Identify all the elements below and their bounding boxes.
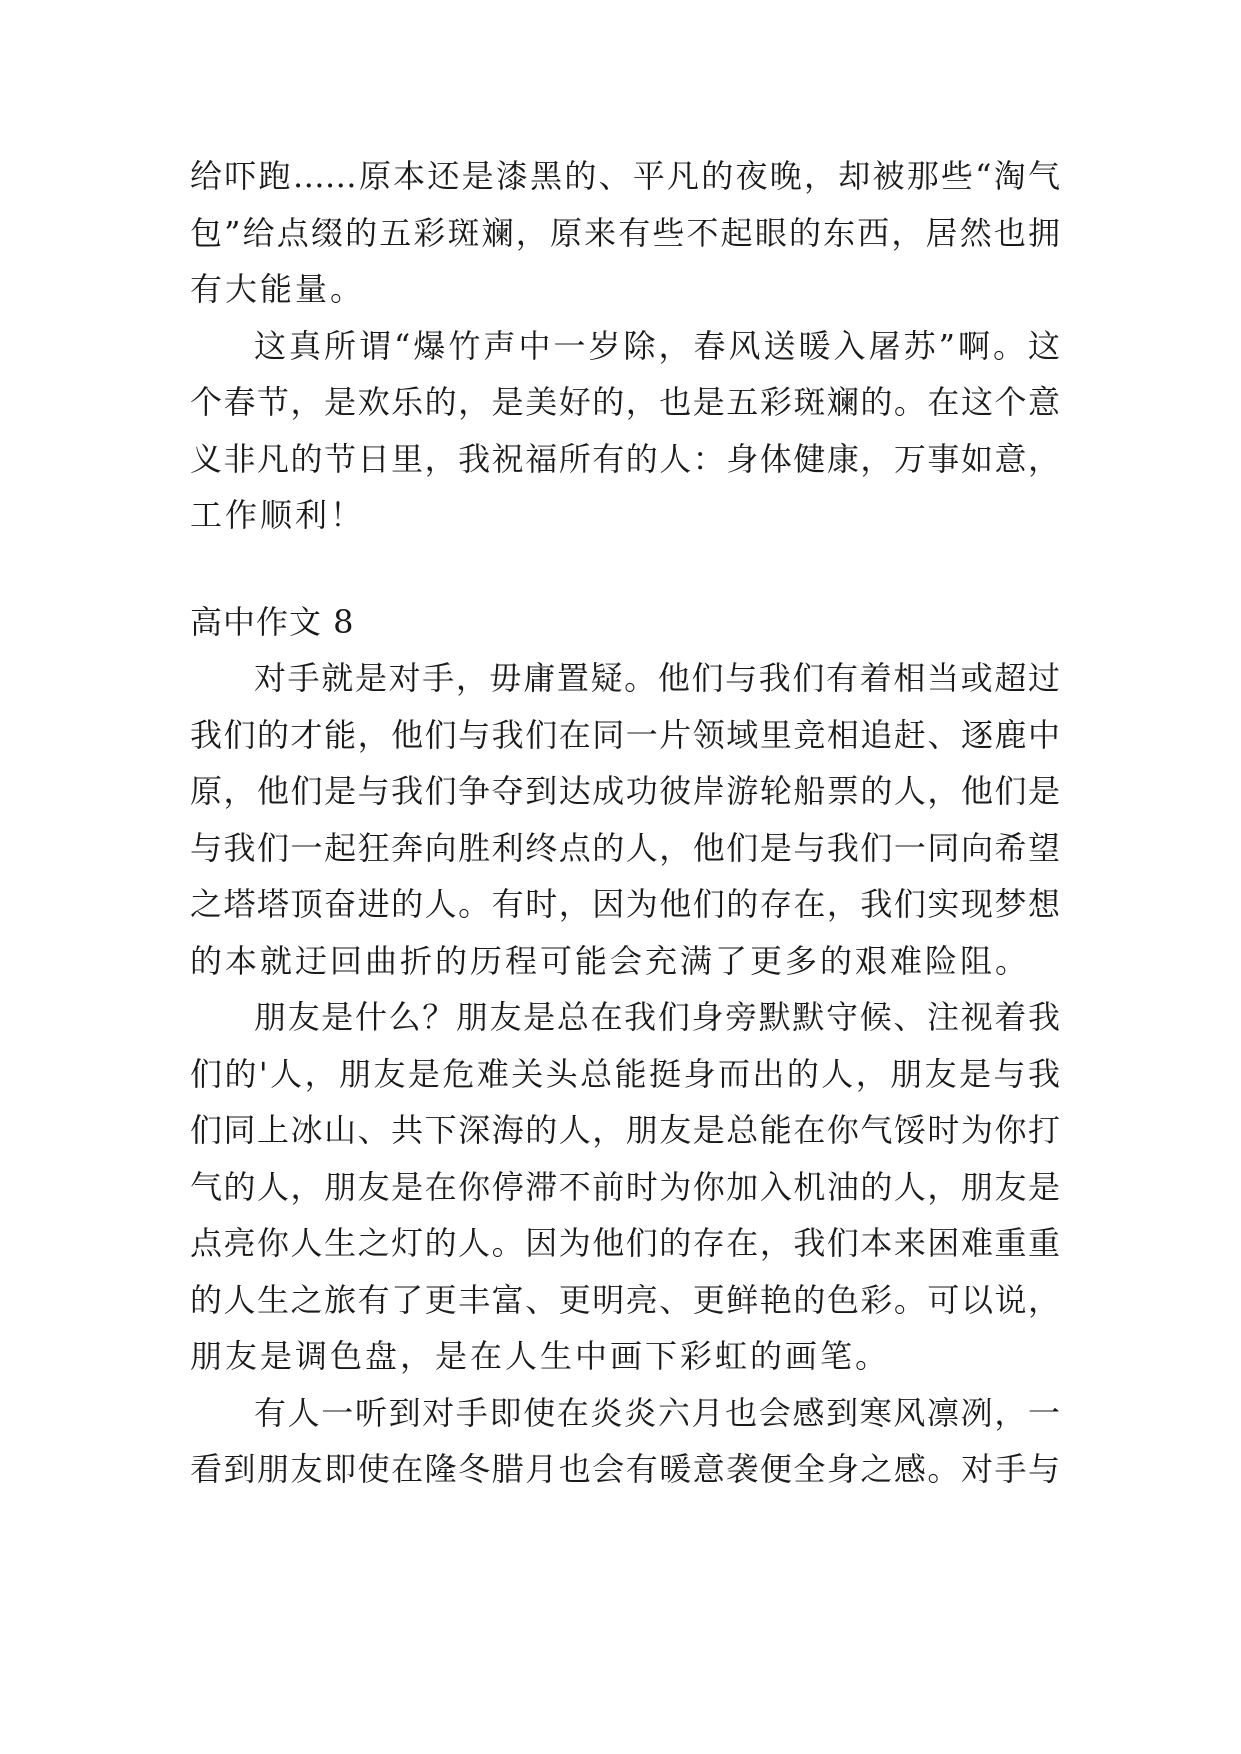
- text-line: 气的人，朋友是在你停滞不前时为你加入机油的人，朋友是: [190, 1167, 1060, 1206]
- paragraph: [190, 989, 1060, 1385]
- section-heading: 高中作文 8: [190, 602, 355, 641]
- text-line: 原，他们是与我们争夺到达成功彼岸游轮船票的人，他们是: [190, 772, 1060, 810]
- text-line: 朋友是什么？朋友是总在我们身旁默默守候、注视着我: [254, 998, 1060, 1036]
- text-line: 与我们一起狂奔向胜利终点的人，他们是与我们一同向希望: [190, 828, 1060, 867]
- text-line: 义非凡的节日里，我祝福所有的人：身体健康，万事如意，: [190, 439, 1060, 478]
- text-line: 们的'人，朋友是危难关头总能挺身而出的人，朋友是与我: [190, 1054, 1060, 1093]
- text-line: 包”给点缀的五彩斑斓，原来有些不起眼的东西，居然也拥: [190, 213, 1060, 252]
- text-line: 我们的才能，他们与我们在同一片领域里竞相追赶、逐鹿中: [190, 715, 1060, 754]
- text-line: 点亮你人生之灯的人。因为他们的存在，我们本来困难重重: [190, 1224, 1060, 1262]
- document-body: [190, 148, 1060, 1498]
- text-line: 们同上冰山、共下深海的人，朋友是总能在你气馁时为你打: [190, 1111, 1060, 1149]
- paragraph: [190, 318, 1060, 544]
- text-line: 工作顺利！: [190, 496, 366, 534]
- text-line: 对手就是对手，毋庸置疑。他们与我们有着相当或超过: [254, 659, 1060, 697]
- section-spacer: [190, 544, 1060, 594]
- text-line: 有大能量。: [190, 270, 366, 308]
- text-line: 看到朋友即使在隆冬腊月也会有暖意袭便全身之感。对手与: [190, 1450, 1060, 1488]
- text-line: 给吓跑……原本还是漆黑的、平凡的夜晚，却被那些“淘气: [190, 157, 1060, 195]
- paragraph: [190, 650, 1060, 989]
- text-line: 的人生之旅有了更丰富、更明亮、更鲜艳的色彩。可以说，: [190, 1280, 1060, 1319]
- text-line: 有人一听到对手即使在炎炎六月也会感到寒风凛冽，一: [254, 1393, 1060, 1432]
- text-line: 个春节，是欢乐的，是美好的，也是五彩斑斓的。在这个意: [190, 383, 1060, 421]
- text-line: 的本就迂回曲折的历程可能会充满了更多的艰难险阻。: [190, 941, 1031, 980]
- paragraph: [190, 148, 1060, 318]
- text-line: 之塔塔顶奋进的人。有时，因为他们的存在，我们实现梦想: [190, 885, 1060, 923]
- paragraph: [190, 1385, 1060, 1498]
- text-line: 这真所谓“爆竹声中一岁除，春风送暖入屠苏”啊。这: [254, 326, 1060, 365]
- text-line: 朋友是调色盘，是在人生中画下彩虹的画笔。: [190, 1337, 891, 1375]
